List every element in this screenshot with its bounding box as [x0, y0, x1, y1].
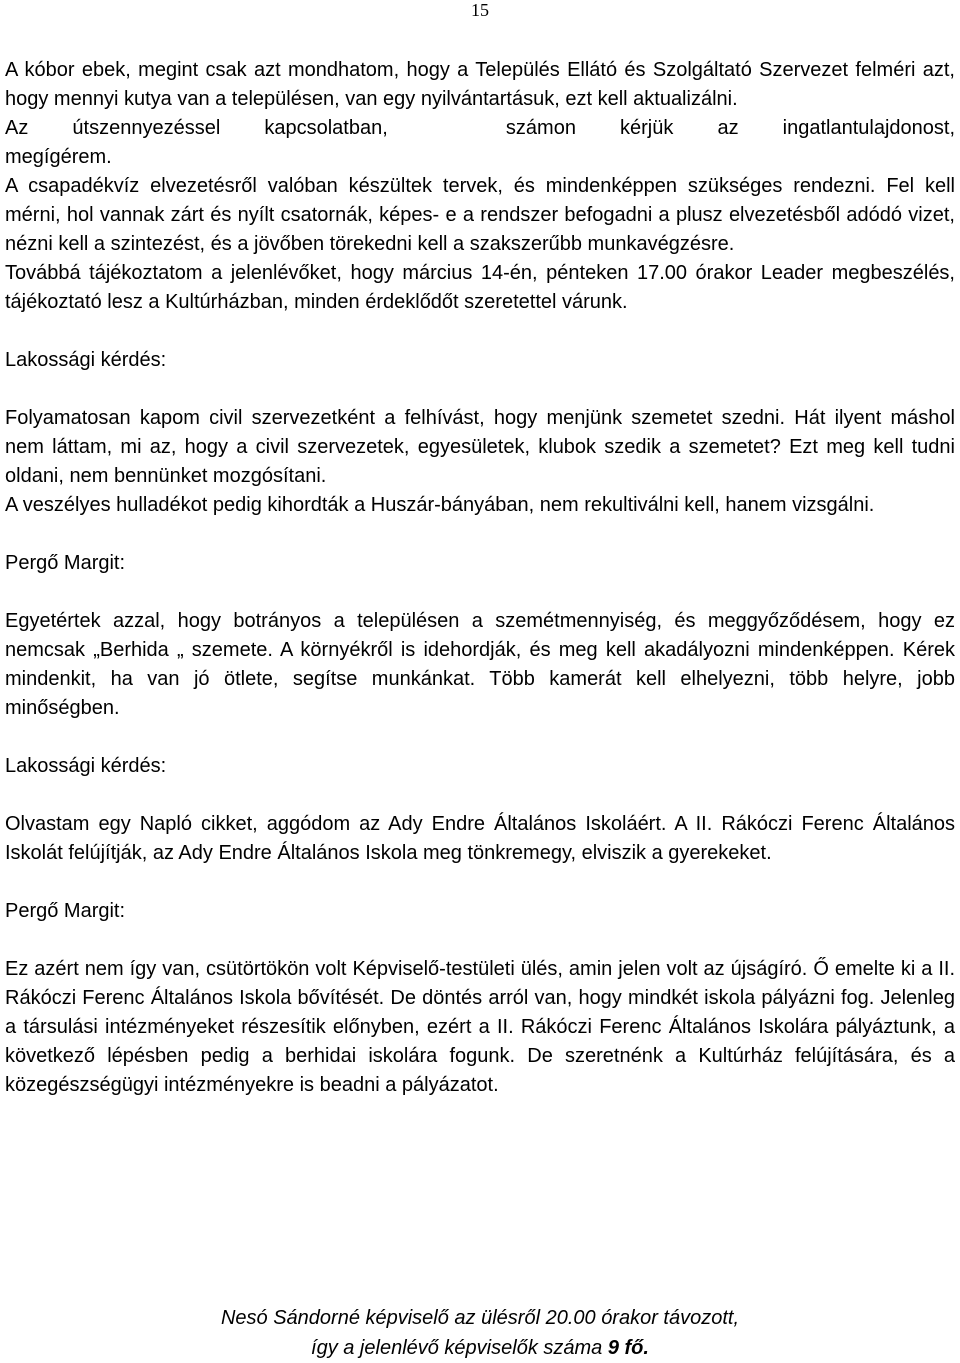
footer-line-2: [0, 1333, 960, 1363]
paragraph-road-pollution-part2: számon kérjük az ingatlantulajdonost,: [505, 117, 955, 139]
paragraph-leader-meeting: Továbbá tájékoztatom a jelenlévőket, hogy március 14-én, pénteken 17.00 órakor Leader megbeszélés, tájékoztató lesz a Kultúrházban, minden érdeklődőt szeretettel várunk.: [5, 262, 955, 313]
footer-note: [0, 1303, 960, 1363]
footer-line-2-text: így a jelenlévő képviselők száma: [311, 1337, 608, 1359]
speaker-label-public-question-1: Lakossági kérdés:: [5, 349, 167, 371]
footer-line-1: Nesó Sándorné képviselő az ülésről 20.00 órakor távozott,: [220, 1307, 740, 1329]
document-body: [5, 56, 955, 1100]
paragraph-waste-response: Egyetértek azzal, hogy botrányos a településen a szemétmennyiség, és meggyőződésem, hogy ez nemcsak „Berhida „ szemete. A környékről is idehordják, és meg kell akadályozni mindenképpen. Kérek mindenkit, ha van jó ötlete, segítse munkánkat. Több kamerát kell elhelyezni, több helyre, jobb minőségben.: [5, 610, 955, 719]
paragraph-school-response: Ez azért nem így van, csütörtökön volt Képviselő-testületi ülés, amin jelen volt az újságíró. Ő emelte ki a II. Rákóczi Ferenc Általános Iskola bővítését. De döntés arról van, hogy mindkét iskola pályázni fog. Jelenleg a társulási intézményeket részesítik előnyben, ezért a II. Rákóczi Ferenc Általános Iskolára pályáztunk, a következő lépésben pedig a berhidai iskolára fogunk. De szeretnénk a Kultúrház felújítására, és a közegészségügyi intézményekre is beadni a pályázatot.: [5, 958, 955, 1096]
paragraph-rainwater: A csapadékvíz elvezetésről valóban készültek tervek, és mindenképpen szükséges rendezni. Fel kell mérni, hol vannak zárt és nyílt csatornák, képes- e a rendszer befogadni a plusz elvezetésből adódó vizet, nézni kell a szintezést, és a jövőben törekedni kell a szakszerűbb munkavégzésre.: [5, 175, 955, 255]
member-count: 9 fő.: [607, 1337, 649, 1359]
speaker-label-pergo-margit-1: Pergő Margit:: [5, 552, 126, 574]
page-number: 15: [471, 0, 489, 20]
paragraph-stray-dogs: A kóbor ebek, megint csak azt mondhatom, hogy a Település Ellátó és Szolgáltató Szervezet felméri azt, hogy mennyi kutya van a településen, van egy nyilvántartásuk, ezt kell aktualizálni.: [5, 59, 955, 110]
paragraph-road-pollution: [5, 114, 955, 143]
paragraph-civil-cleanup: Folyamatosan kapom civil szervezetként a felhívást, hogy menjünk szemetet szedni. Hát ilyent máshol nem láttam, mi az, hogy a civil szervezetek, egyesületek, klubok szedik a szemetet? Ezt meg kell tudni oldani, nem bennünket mozgósítani.: [5, 407, 955, 487]
paragraph-road-pollution-part1: Az útszennyezéssel kapcsolatban,: [5, 117, 388, 139]
paragraph-hazardous-waste: A veszélyes hulladékot pedig kihordták a Huszár-bányában, nem rekultiválni kell, hanem vizsgálni.: [5, 494, 875, 516]
speaker-label-pergo-margit-2: Pergő Margit:: [5, 900, 126, 922]
paragraph-promise: megígérem.: [5, 146, 112, 168]
speaker-label-public-question-2: Lakossági kérdés:: [5, 755, 167, 777]
paragraph-school-concern: Olvastam egy Napló cikket, aggódom az Ady Endre Általános Iskoláért. A II. Rákóczi Ferenc Általános Iskolát felújítják, az Ady Endre Általános Iskola meg tönkremegy, elviszik a gyerekeket.: [5, 813, 955, 864]
